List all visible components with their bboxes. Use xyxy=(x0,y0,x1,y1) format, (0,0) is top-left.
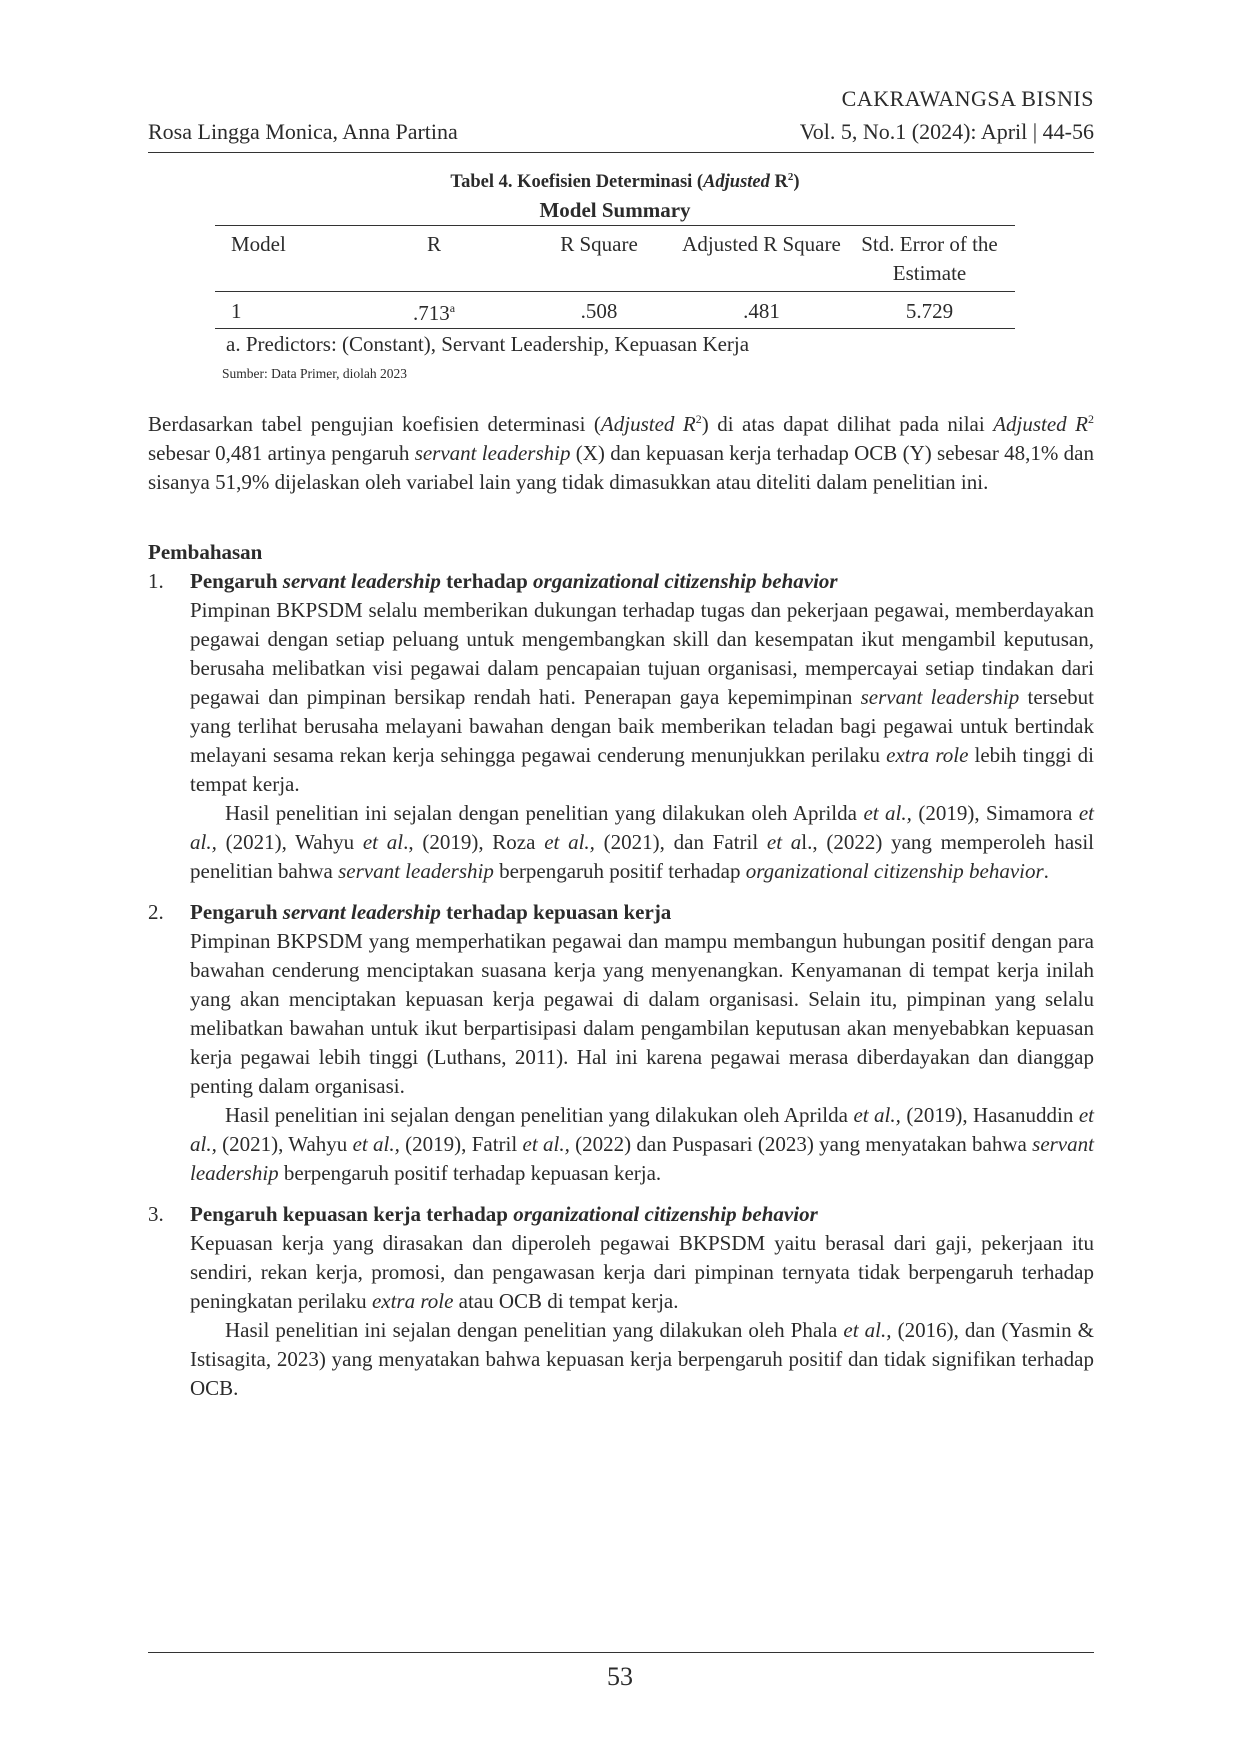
item-title: Pengaruh kepuasan kerja terhadap organizational citizenship behavior xyxy=(190,1202,818,1227)
table-subtitle: Model Summary xyxy=(539,198,691,223)
cell-model: 1 xyxy=(215,292,349,329)
item-paragraph: Hasil penelitian ini sejalan dengan penelitian yang dilakukan oleh Aprilda et al., (2019), Hasanuddin et al., (2021), Wahyu et al., (2019), Fatril et al., (2022) dan Puspasari (2023) yang menyatakan bahwa servant leadership berpengaruh positif terhadap kepuasan kerja. xyxy=(190,1103,1094,1186)
paragraph-adjusted-r2: Berdasarkan tabel pengujian koefisien determinasi (Adjusted $R^2$) di atas dapat dilihat pada nilai Adjusted $R^2$ sebesar 0,481 artinya pengaruh servant leadership (X) dan kepuasan kerja terhadap OCB (Y) sebesar 48,1% dan sisanya 51,9% dijelaskan oleh variabel lain yang tidak dimasukkan atau diteliti dalam penelitian ini. xyxy=(148,412,1094,495)
discussion-item-3 xyxy=(148,1200,1094,1403)
column-header: Std. Error of the Estimate xyxy=(844,226,1015,292)
discussion-item-1 xyxy=(148,567,1094,886)
column-header: Model xyxy=(215,226,349,292)
cell-r-square: .508 xyxy=(519,292,679,329)
column-header: R xyxy=(349,226,519,292)
item-number: 1. xyxy=(148,569,164,594)
cell-r: .713$^a$ xyxy=(349,292,519,329)
running-header xyxy=(148,80,1094,152)
item-number: 3. xyxy=(148,1202,164,1227)
page-content xyxy=(148,80,1094,1403)
page-number: 53 xyxy=(607,1662,633,1691)
volume-info: Vol. 5, No.1 (2024): April | 44-56 xyxy=(799,119,1094,144)
header-rule xyxy=(148,152,1094,153)
item-paragraph: Pimpinan BKPSDM yang memperhatikan pegawai dan mampu membangun hubungan positif dengan para bawahan cenderung menciptakan suasana kerja yang menyenangkan. Kenyamanan di tempat kerja inilah yang akan menciptakan kepuasan kerja pegawai di dalam organisasi. Selain itu, pimpinan yang selalu melibatkan bawahan untuk ikut berpartisipasi dalam pengambilan keputusan akan menyebabkan kepuasan kerja pegawai lebih tinggi (Luthans, 2011). Hal ini karena pegawai merasa diberdayakan dan dianggap penting dalam organisasi. xyxy=(190,929,1094,1099)
item-title: Pengaruh servant leadership terhadap kepuasan kerja xyxy=(190,900,672,925)
item-title: Pengaruh servant leadership terhadap organizational citizenship behavior xyxy=(190,569,838,594)
item-paragraph: Pimpinan BKPSDM selalu memberikan dukungan terhadap tugas dan pekerjaan pegawai, memberdayakan pegawai dengan setiap peluang untuk mengembangkan skill dan kesempatan ikut mengambil keputusan, berusaha melibatkan visi pegawai dalam pencapaian tujuan organisasi, mempercayai setiap tindakan dari pegawai dan pimpinan bersikap rendah hati. Penerapan gaya kepemimpinan servant leadership tersebut yang terlihat berusaha melayani bawahan dengan baik memberikan teladan bagi pegawai untuk bertindak melayani sesama rekan kerja sehingga pegawai cenderung menunjukkan perilaku extra role lebih tinggi di tempat kerja. xyxy=(190,598,1095,797)
section-heading: Pembahasan xyxy=(148,540,263,565)
item-paragraph: Kepuasan kerja yang dirasakan dan diperoleh pegawai BKPSDM yaitu berasal dari gaji, pekerjaan itu sendiri, rekan kerja, promosi, dan pengawasan kerja dari pimpinan ternyata tidak berpengaruh terhadap peningkatan perilaku extra role atau OCB di tempat kerja. xyxy=(190,1231,1094,1314)
table-caption: Tabel 4. Koefisien Determinasi (Adjusted $R^2$) xyxy=(450,171,800,193)
table-footnote: a. Predictors: (Constant), Servant Leadership, Kepuasan Kerja xyxy=(226,332,750,357)
table-block xyxy=(215,171,1015,382)
item-number: 2. xyxy=(148,900,164,925)
footer-rule xyxy=(148,1652,1094,1653)
author-names: Rosa Lingga Monica, Anna Partina xyxy=(148,119,458,144)
discussion-item-2 xyxy=(148,898,1094,1188)
journal-name: CAKRAWANGSA BISNIS xyxy=(841,86,1094,111)
table-source: Sumber: Data Primer, diolah 2023 xyxy=(222,366,408,382)
column-header: R Square xyxy=(519,226,679,292)
column-header: Adjusted R Square xyxy=(679,226,844,292)
model-summary-table xyxy=(215,225,1015,329)
item-paragraph: Hasil penelitian ini sejalan dengan penelitian yang dilakukan oleh Aprilda et al., (2019), Simamora et al., (2021), Wahyu et al., (2019), Roza et al., (2021), dan Fatril et al., (2022) yang memperoleh hasil penelitian bahwa servant leadership berpengaruh positif terhadap organizational citizenship behavior. xyxy=(190,801,1094,884)
cell-adjusted-r-square: .481 xyxy=(679,292,844,329)
table-row xyxy=(215,292,1015,329)
table-header-row xyxy=(215,226,1015,292)
cell-std-error: 5.729 xyxy=(844,292,1015,329)
item-paragraph: Hasil penelitian ini sejalan dengan penelitian yang dilakukan oleh Phala et al., (2016), dan (Yasmin & Istisagita, 2023) yang menyatakan bahwa kepuasan kerja berpengaruh positif dan tidak signifikan terhadap OCB. xyxy=(190,1318,1094,1401)
